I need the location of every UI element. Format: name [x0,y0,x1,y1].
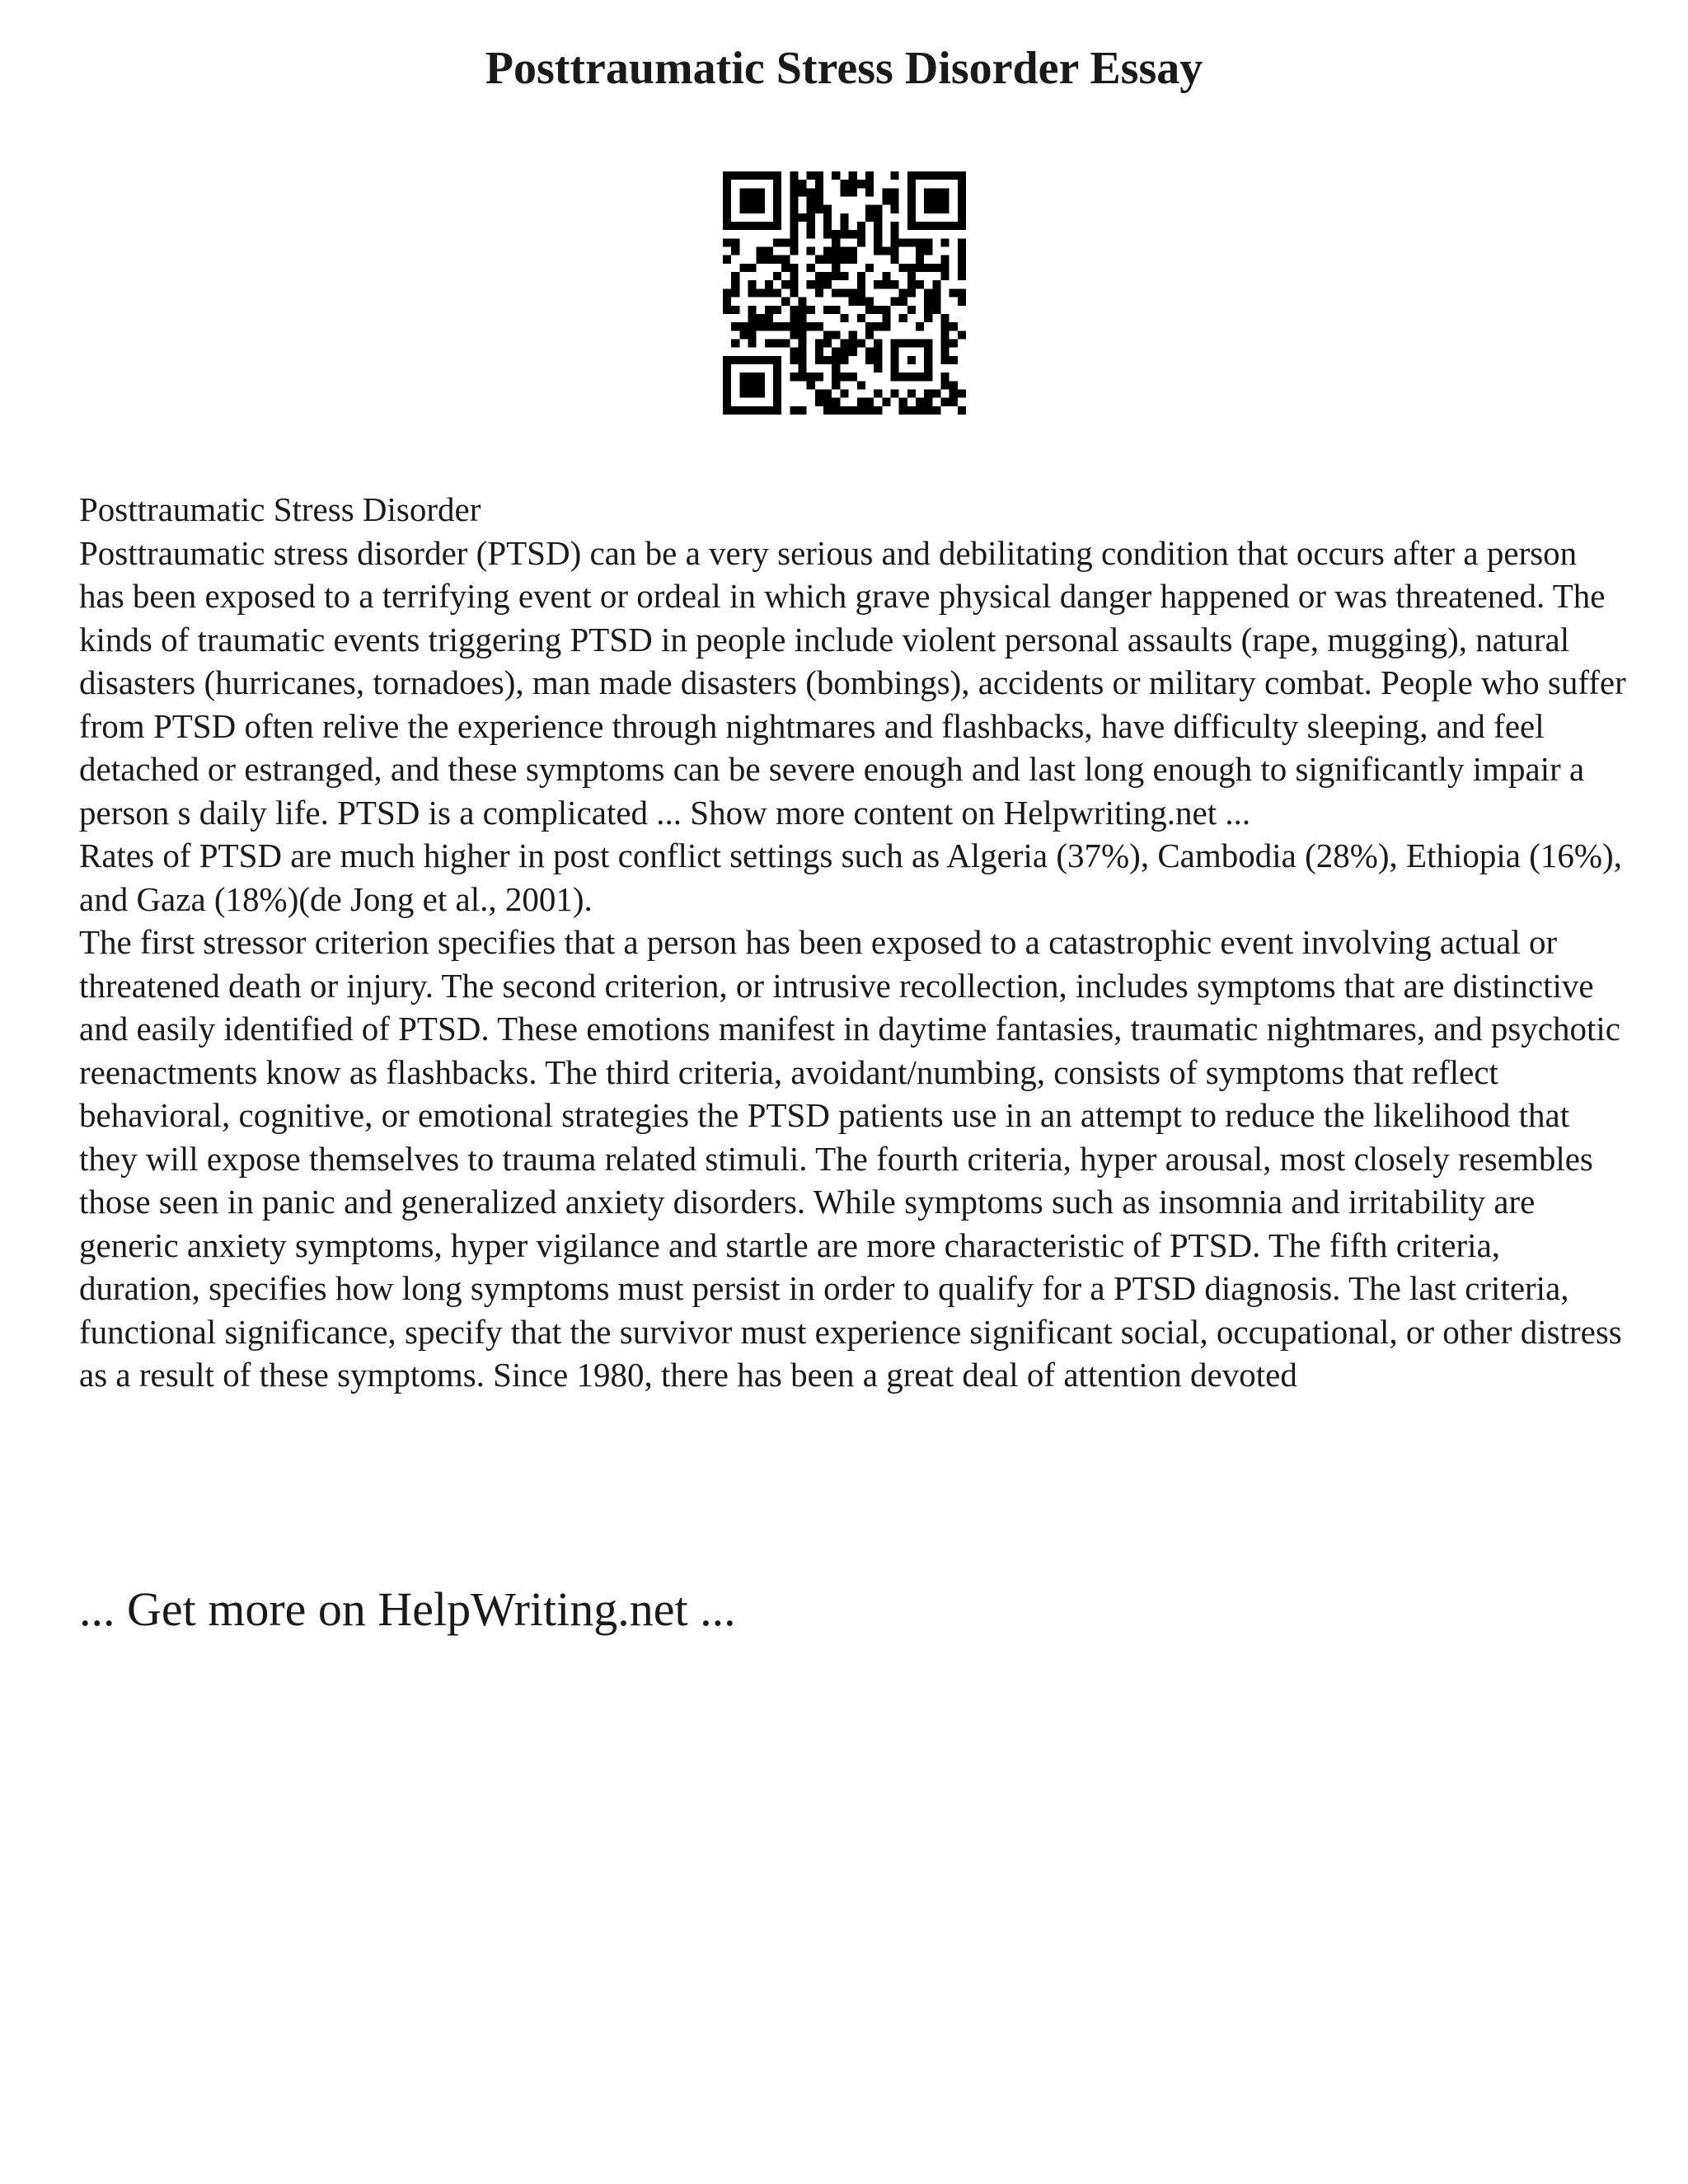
get-more-link[interactable]: ... Get more on HelpWriting.net ... [79,1582,736,1636]
page-title: Posttraumatic Stress Disorder Essay [485,43,1203,94]
paragraph-intro: Posttraumatic stress disorder (PTSD) can be a very serious and debilitating condition that occurs after a person has been exposed to a terrifying event or ordeal in which grave physical danger happened or was threatened. The kinds of traumatic events triggering PTSD in people include violent personal assaults (rape, mugging), natural disasters (hurricanes, tornadoes), man made disasters (bombings), accidents or military combat. People who suffer from PTSD often relive the experience through nightmares and flashbacks, have difficulty sleeping, and feel detached or estranged, and these symptoms can be severe enough and last long enough to significantly impair a person s daily life. PTSD is a complicated ... Show more content on Helpwriting.net ... [79,533,1626,832]
paragraph-rates: Rates of PTSD are much higher in post conflict settings such as Algeria (37%), Cambodia (28%), Ethiopia (16%), and Gaza (18%)(de Jong et al., 2001). [79,837,1622,918]
section-heading: Posttraumatic Stress Disorder [79,490,481,528]
qr-code-icon[interactable] [723,171,966,415]
essay-body [79,488,1629,1397]
paragraph-criteria: The first stressor criterion specifies that a person has been exposed to a catastrophic event involving actual or threatened death or injury. The second criterion, or intrusive recollection, includes symptoms that are distinctive and easily identified of PTSD. These emotions manifest in daytime fantasies, traumatic nightmares, and psychotic reenactments know as flashbacks. The third criteria, avoidant/numbing, consists of symptoms that reflect behavioral, cognitive, or emotional strategies the PTSD patients use in an attempt to reduce the likelihood that they will expose themselves to trauma related stimuli. The fourth criteria, hyper arousal, most closely resembles those seen in panic and generalized anxiety disorders. While symptoms such as insomnia and irritability are generic anxiety symptoms, hyper vigilance and startle are more characteristic of PTSD. The fifth criteria, duration, specifies how long symptoms must persist in order to qualify for a PTSD diagnosis. The last criteria, functional significance, specify that the survivor must experience significant social, occupational, or other distress as a result of these symptoms. Since 1980, there has been a great deal of attention devoted [79,923,1622,1394]
